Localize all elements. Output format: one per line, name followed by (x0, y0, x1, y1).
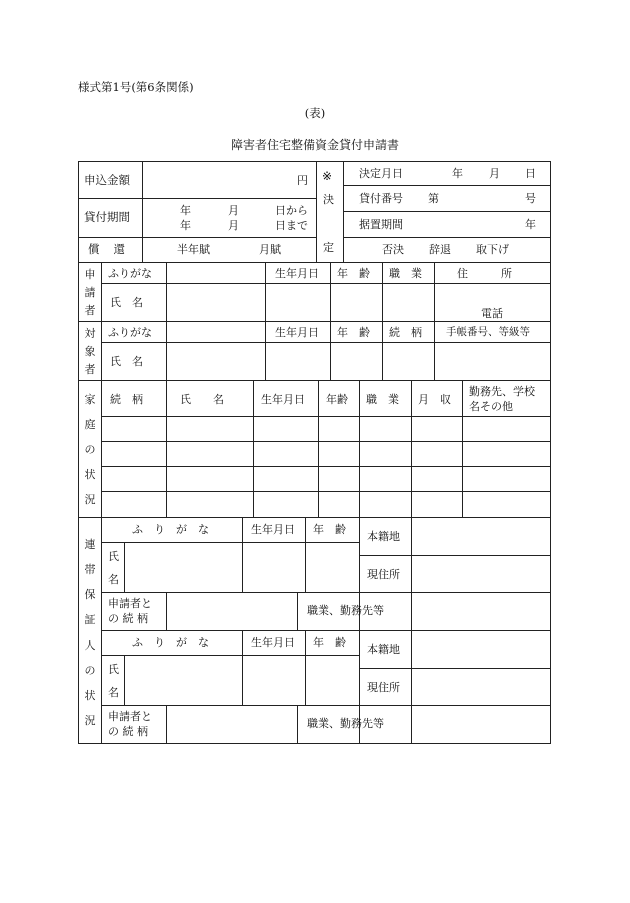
guarantor1-name-char: 氏 (108, 550, 119, 563)
loan-no-suffix: 号 (525, 192, 536, 205)
applicant-job-label: 職 業 (389, 267, 422, 280)
household-birth-header: 生年月日 (261, 393, 305, 406)
guarantor2-relation-label: 申請者と (108, 710, 152, 723)
household-income-header: 月 収 (418, 393, 451, 406)
decision-char-ketsu: 決 (323, 193, 334, 206)
household-char: 家 (84, 393, 96, 406)
guarantor2-relation-label-2: の 続 柄 (108, 725, 148, 738)
guarantor2-name-char: 名 (108, 686, 119, 699)
guarantor1-relation-label: 申請者と (108, 597, 152, 610)
period-to: 日まで (275, 219, 308, 232)
household-workplace-header-2: 名その他 (469, 400, 513, 413)
household-char: 状 (84, 468, 96, 481)
guarantor-char: 証 (84, 613, 96, 627)
household-age-header: 年齢 (326, 393, 348, 406)
applicant-section-label (80, 264, 100, 320)
repay-label: 償還 (88, 242, 139, 256)
guarantor2-current-label: 現住所 (367, 681, 400, 694)
guarantor1-birth-label: 生年月日 (251, 523, 295, 536)
household-section-label (80, 382, 100, 516)
deferment-unit: 年 (525, 218, 536, 231)
subject-handbook-label: 手帳番号、等級等 (446, 326, 530, 338)
household-char: 況 (84, 493, 96, 506)
amount-label: 申込金額 (84, 173, 130, 187)
period-label: 貸付期間 (84, 210, 130, 224)
decision-date-label: 決定月日 (359, 167, 403, 180)
subject-age-label: 年 齢 (337, 326, 370, 339)
repay-month: 月賦 (259, 243, 281, 256)
household-job-header: 職 業 (366, 393, 399, 406)
guarantor-char: 況 (84, 713, 96, 727)
form-title: 障害者住宅整備資金貸付申請書 (230, 138, 399, 152)
side-label: (表) (304, 106, 326, 120)
amount-unit: 円 (297, 174, 308, 187)
guarantor1-relation-label-2: の 続 柄 (108, 612, 148, 625)
subject-relation-label: 続 柄 (389, 326, 422, 339)
guarantor-char: の (84, 663, 96, 677)
applicant-name-label: 氏 名 (110, 296, 143, 309)
household-char: 庭 (84, 418, 96, 431)
decision-year: 年 (452, 167, 463, 180)
subject-char: 対 (84, 327, 96, 340)
applicant-char: 申 (84, 268, 96, 281)
household-name-header: 氏 名 (180, 393, 224, 406)
guarantor2-job-label: 職業、勤務先等 (307, 717, 384, 730)
guarantor1-job-label: 職業、勤務先等 (307, 604, 384, 617)
guarantor-char: 連 (84, 538, 96, 552)
guarantor1-current-label: 現住所 (367, 568, 400, 581)
applicant-birth-label: 生年月日 (275, 267, 319, 280)
guarantor-char: 人 (84, 638, 96, 652)
result-withdraw: 取下げ (476, 243, 509, 256)
result-decline: 辞退 (429, 243, 451, 256)
guarantor2-furigana-label: ふ り が な (132, 636, 209, 649)
subject-birth-label: 生年月日 (275, 326, 319, 339)
deferment-label: 据置期間 (359, 218, 403, 231)
decision-mark: ※ (322, 169, 333, 183)
guarantor2-age-label: 年 齢 (313, 636, 346, 649)
applicant-char: 者 (84, 304, 96, 317)
guarantor-char: 状 (84, 688, 96, 702)
form-number: 様式第1号(第6条関係) (78, 80, 194, 94)
guarantor1-age-label: 年 齢 (313, 523, 346, 536)
subject-char: 者 (84, 363, 96, 376)
household-relation-header: 続 柄 (110, 393, 143, 406)
applicant-furigana-label: ふりがな (108, 267, 152, 280)
period-from-year: 年 (180, 204, 191, 217)
loan-no-prefix: 第 (428, 192, 439, 205)
period-from-month: 月 (228, 204, 239, 217)
household-char: の (84, 443, 96, 456)
subject-char: 象 (84, 345, 96, 358)
guarantor1-furigana-label: ふ り が な (132, 523, 209, 536)
guarantor-char: 帯 (84, 563, 96, 577)
applicant-address-label: 住 所 (457, 267, 512, 280)
repay-half: 半年賦 (177, 243, 210, 256)
guarantor2-birth-label: 生年月日 (251, 636, 295, 649)
guarantor2-name-char: 氏 (108, 663, 119, 676)
guarantor1-name-char: 名 (108, 573, 119, 586)
guarantor2-domicile-label: 本籍地 (367, 643, 400, 656)
subject-name-label: 氏 名 (110, 355, 143, 368)
loan-no-label: 貸付番号 (359, 192, 403, 205)
period-to-year: 年 (180, 219, 191, 232)
result-reject: 否決 (382, 243, 404, 256)
applicant-char: 請 (84, 286, 96, 299)
decision-day: 日 (525, 167, 536, 180)
decision-char-tei: 定 (323, 241, 334, 254)
guarantor1-domicile-label: 本籍地 (367, 530, 400, 543)
applicant-age-label: 年 齢 (337, 267, 370, 280)
household-workplace-header: 勤務先、学校 (469, 385, 535, 398)
guarantor-section-label (80, 527, 100, 737)
decision-month: 月 (489, 167, 500, 180)
guarantor-char: 保 (84, 588, 96, 602)
subject-section-label (80, 323, 100, 379)
period-from: 日から (275, 204, 308, 217)
subject-furigana-label: ふりがな (108, 326, 152, 339)
period-to-month: 月 (228, 219, 239, 232)
applicant-phone-label: 電話 (481, 307, 503, 320)
